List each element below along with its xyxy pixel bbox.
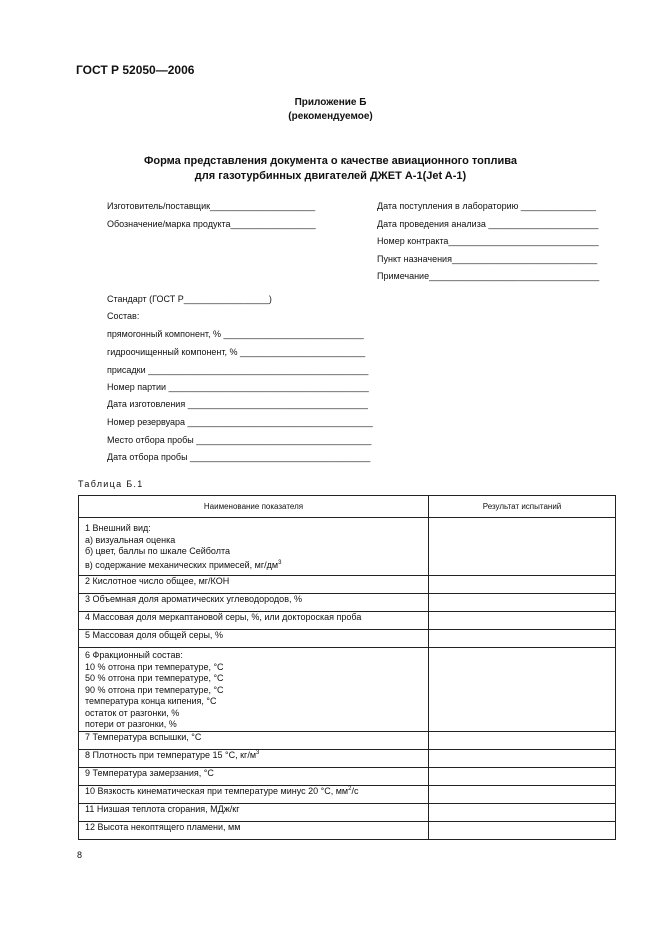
row-mercaptan-sulfur: 4 Массовая доля меркаптановой серы, %, или доктороская проба	[79, 612, 429, 630]
row-fractional-composition: 6 Фракционный состав: 10 % отгона при температуре, °С 50 % отгона при температуре, °С 90 % отгона при температуре, °С температура конца кипения, °С остаток от разгонки, % потери от разгонки, %	[79, 648, 429, 732]
header-result: Результат испытаний	[429, 496, 616, 518]
table-row	[79, 732, 616, 750]
field-destination: Пункт назначения_____________________________	[377, 254, 598, 264]
field-contract-number: Номер контракта______________________________	[377, 236, 599, 246]
field-composition: Состав:	[107, 311, 140, 321]
field-straight-run: прямогонный компонент, % ____________________________	[107, 329, 364, 339]
field-tank-number: Номер резервуара _____________________________________	[107, 417, 373, 427]
result-cell	[429, 576, 616, 594]
table-row	[79, 648, 616, 732]
row-total-sulfur: 5 Массовая доля общей серы, %	[79, 630, 429, 648]
table-row	[79, 630, 616, 648]
result-cell	[429, 786, 616, 804]
header-name: Наименование показателя	[79, 496, 429, 518]
row-flash-point: 7 Температура вспышки, °С	[79, 732, 429, 750]
result-cell	[429, 648, 616, 732]
field-manufacturer: Изготовитель/поставщик_____________________	[107, 201, 316, 211]
result-cell	[429, 612, 616, 630]
field-additives: присадки ____________________________________________	[107, 365, 369, 375]
row-viscosity: 10 Вязкость кинематическая при температуре минус 20 °С, $мм^2/с$	[79, 786, 429, 804]
table-caption: Таблица Б.1	[78, 479, 144, 489]
form-title-line1: Форма представления документа о качестве авиационного топлива	[144, 155, 517, 167]
row-smoke-point: 12 Высота некоптящего пламени, мм	[79, 822, 429, 840]
table-row	[79, 612, 616, 630]
field-standard: Стандарт (ГОСТ Р_________________)	[107, 294, 272, 304]
table-row	[79, 594, 616, 612]
field-lab-date: Дата поступления в лабораторию _______________	[377, 201, 596, 211]
field-sampling-date: Дата отбора пробы ____________________________________	[107, 452, 371, 462]
table-row	[79, 576, 616, 594]
form-title-line2: для газотурбинных двигателей ДЖЕТ А-1(Jet A-1)	[194, 170, 467, 182]
field-batch-number: Номер партии ________________________________________	[107, 382, 369, 392]
appendix-subtitle: (рекомендуемое)	[288, 111, 373, 122]
field-note: Примечание__________________________________	[377, 271, 600, 281]
appendix-title: Приложение Б	[294, 97, 367, 108]
result-cell	[429, 630, 616, 648]
row-appearance: 1 Внешний вид: а) визуальная оценка б) цвет, баллы по шкале Сейболта в) содержание механических примесей, $мг/дм^3$	[79, 518, 429, 576]
table-header-row	[79, 496, 616, 518]
table-row	[79, 822, 616, 840]
result-cell	[429, 750, 616, 768]
result-cell	[429, 518, 616, 576]
field-analysis-date: Дата проведения анализа ______________________	[377, 219, 599, 229]
result-cell	[429, 594, 616, 612]
result-cell	[429, 804, 616, 822]
row-aromatics: 3 Объемная доля ароматических углеводородов, %	[79, 594, 429, 612]
table-row	[79, 750, 616, 768]
page-number: 8	[77, 850, 83, 860]
row-acid-number: 2 Кислотное число общее, мг/КОН	[79, 576, 429, 594]
row-heat-of-combustion: 11 Низшая теплота сгорания, МДж/кг	[79, 804, 429, 822]
row-freezing-point: 9 Температура замерзания, °С	[79, 768, 429, 786]
document-header: ГОСТ Р 52050—2006	[76, 63, 195, 77]
field-product-grade: Обозначение/марка продукта_________________	[107, 219, 316, 229]
row-density: 8 Плотность при температуре 15 °С, $кг/м^3$	[79, 750, 429, 768]
field-hydrotreated: гидроочищенный компонент, % _________________________	[107, 347, 366, 357]
table-row	[79, 768, 616, 786]
result-cell	[429, 768, 616, 786]
table-row	[79, 786, 616, 804]
field-sampling-place: Место отбора пробы ___________________________________	[107, 435, 372, 445]
results-table	[78, 495, 616, 840]
result-cell	[429, 732, 616, 750]
table-row	[79, 804, 616, 822]
table-row	[79, 518, 616, 576]
field-manufacture-date: Дата изготовления ____________________________________	[107, 399, 368, 409]
result-cell	[429, 822, 616, 840]
